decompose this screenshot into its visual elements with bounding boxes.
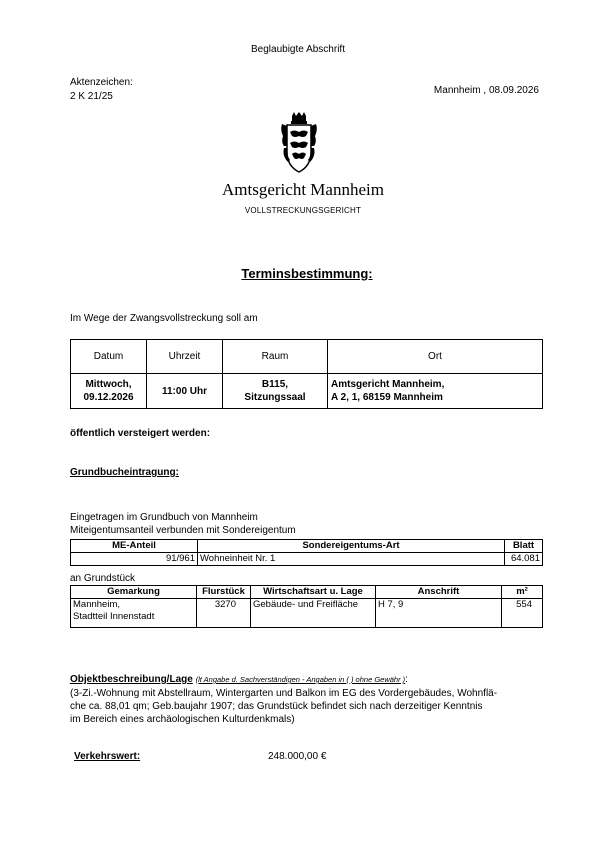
grundbuch-line-1: Eingetragen im Grundbuch von Mannheim	[70, 512, 258, 523]
header-anschrift: Anschrift	[376, 586, 502, 599]
termin-ort-address: A 2, 1, 68159 Mannheim	[331, 392, 443, 403]
header-uhrzeit: Uhrzeit	[147, 340, 223, 374]
termin-datum-date: 09.12.2026	[83, 392, 134, 403]
termin-table	[70, 339, 543, 409]
termin-datum	[71, 374, 147, 409]
termin-ort-name: Amtsgericht Mannheim,	[331, 379, 445, 390]
header-blatt: Blatt	[505, 540, 543, 553]
sondereigentums-art: Wohneinheit Nr. 1	[198, 553, 505, 566]
header-ort: Ort	[328, 340, 543, 374]
miteigentum-table	[70, 539, 543, 566]
grundstueck-table	[70, 585, 543, 628]
miteigentum-header-row	[71, 540, 543, 553]
termin-ort	[328, 374, 543, 409]
anschrift: H 7, 9	[376, 599, 502, 628]
miteigentum-row	[71, 553, 543, 566]
termin-datum-day: Mittwoch,	[85, 379, 132, 390]
grundbuch-heading: Grundbucheintragung:	[70, 467, 179, 478]
flaeche: 554	[502, 599, 543, 628]
me-anteil: 91/961	[71, 553, 198, 566]
grundbuch-line-2: Miteigentumsanteil verbunden mit Sondereigentum	[70, 525, 296, 536]
verkehrswert-label: Verkehrswert:	[74, 751, 141, 762]
header-sondereigentums-art: Sondereigentums-Art	[198, 540, 505, 553]
termin-header-row	[71, 340, 543, 374]
aktenzeichen-label: Aktenzeichen:	[70, 77, 133, 88]
intro-text: Im Wege der Zwangsvollstreckung soll am	[70, 313, 258, 324]
grundstueck-row	[71, 599, 543, 628]
gemarkung-line-2: Stadtteil Innenstadt	[73, 611, 155, 622]
gemarkung-line-1: Mannheim,	[73, 599, 120, 610]
place-date: Mannheim , 08.09.2026	[433, 85, 539, 96]
versteigert-text: öffentlich versteigert werden:	[70, 428, 211, 439]
gemarkung	[71, 599, 197, 628]
objekt-line-2: che ca. 88,01 qm; Geb.baujahr 1907; das Grundstück befindet sich nach derzeitiger Kenntnis	[70, 701, 483, 712]
wirtschaftsart: Gebäude- und Freifläche	[251, 599, 376, 628]
aktenzeichen-value: 2 K 21/25	[70, 91, 113, 102]
header-raum: Raum	[223, 340, 328, 374]
termin-uhrzeit: 11:00 Uhr	[147, 374, 223, 409]
objekt-heading-line	[70, 673, 408, 686]
grundstueck-header-row	[71, 586, 543, 599]
objekt-line-3: im Bereich eines archäologischen Kulturdenkmals)	[70, 714, 295, 725]
court-subtitle: VOLLSTRECKUNGSGERICHT	[244, 206, 362, 215]
termin-row	[71, 374, 543, 409]
blatt: 64.081	[505, 553, 543, 566]
termin-raum-name: Sitzungssaal	[244, 392, 306, 403]
header-flaeche: m²	[502, 586, 543, 599]
court-name: Amtsgericht Mannheim	[222, 180, 384, 199]
header-me-anteil: ME-Anteil	[71, 540, 198, 553]
flurstueck: 3270	[197, 599, 251, 628]
objekt-description	[70, 687, 545, 726]
document-title: Terminsbestimmung:	[241, 266, 373, 281]
header-flurstueck: Flurstück	[197, 586, 251, 599]
termin-raum-number: B115,	[261, 379, 289, 390]
objekt-line-1: (3-Zi.-Wohnung mit Abstellraum, Wintergarten und Balkon im EG des Vordergebäudes, Wohnflä-	[70, 688, 498, 699]
verkehrswert-value: 248.000,00 €	[268, 751, 327, 762]
coat-of-arms-icon	[280, 112, 318, 174]
objekt-note: (lt Angabe d. Sachverständigen - Angaben in ( ) ohne Gewähr )	[195, 675, 406, 684]
header-datum: Datum	[71, 340, 147, 374]
header-wirtschaftsart: Wirtschaftsart u. Lage	[251, 586, 376, 599]
header-gemarkung: Gemarkung	[71, 586, 197, 599]
grundstueck-label: an Grundstück	[70, 573, 136, 584]
objekt-heading-suffix: :	[405, 674, 408, 685]
termin-raum	[223, 374, 328, 409]
objekt-heading: Objektbeschreibung/Lage	[70, 674, 193, 685]
document-header: Beglaubigte Abschrift	[251, 44, 345, 55]
